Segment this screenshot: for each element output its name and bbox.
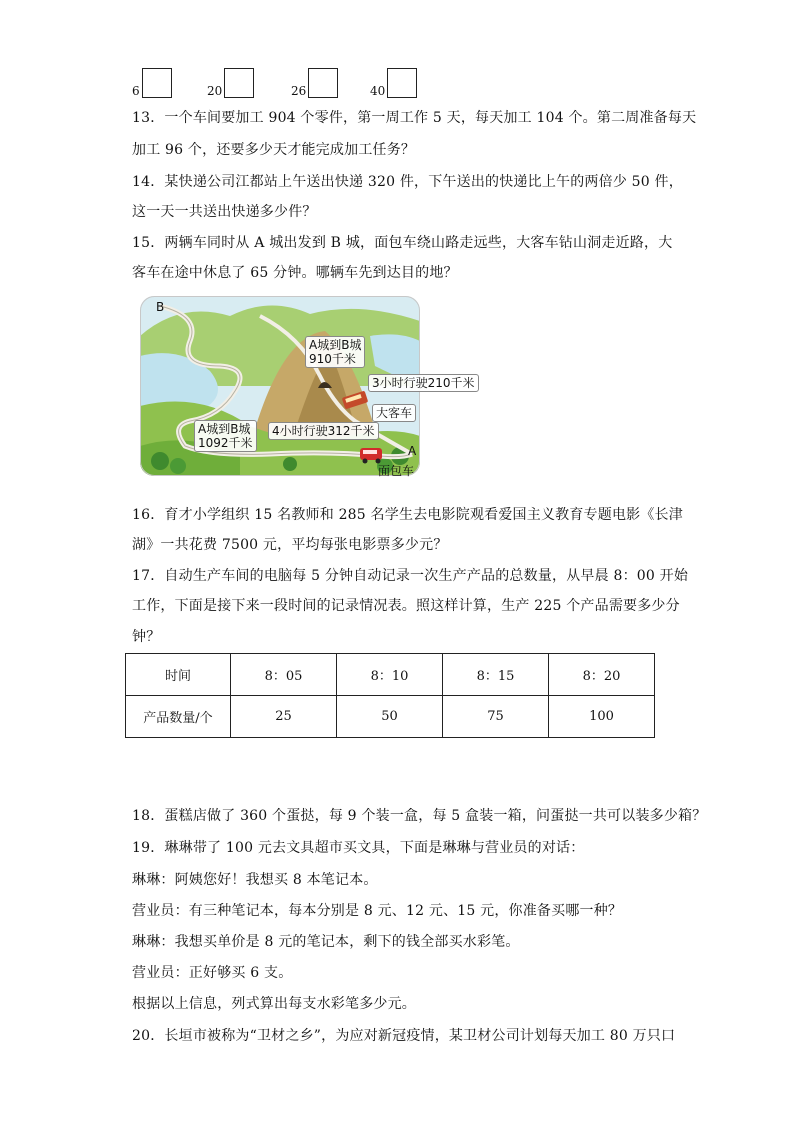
- table-cell: 100: [549, 696, 655, 738]
- problem-14-line: 这一天一共送出快递多少件？: [132, 204, 317, 220]
- box-number: 40: [370, 84, 386, 98]
- box-number: 6: [132, 84, 140, 98]
- answer-box[interactable]: [387, 68, 417, 98]
- box-number: 26: [291, 84, 307, 98]
- table-cell: 75: [443, 696, 549, 738]
- problem-18-line: 18．蛋糕店做了 360 个蛋挞，每 9 个装一盒，每 5 盒装一箱，问蛋挞一共可以装多少箱？: [132, 808, 707, 824]
- table-header-cell: 时间: [126, 654, 231, 696]
- problem-19-line: 营业员：有三种笔记本，每本分别是 8 元、12 元、15 元，你准备买哪一种？: [132, 903, 623, 919]
- bus-route-distance-box: [305, 336, 365, 368]
- answer-box[interactable]: [224, 68, 254, 98]
- problem-19-line: 营业员：正好够买 6 支。: [132, 965, 293, 981]
- answer-box-row: [132, 64, 452, 98]
- answer-box-item: [132, 68, 172, 98]
- answer-box-item: [207, 68, 254, 98]
- answer-box-item: [291, 68, 338, 98]
- answer-box-item: [370, 68, 417, 98]
- problem-16-line: 16．育才小学组织 15 名教师和 285 名学生去电影院观看爱国主义教育专题电影《长津: [132, 507, 683, 523]
- table-header-cell: 8：20: [549, 654, 655, 696]
- bus-name-label: 大客车: [372, 404, 416, 422]
- table-row: [126, 696, 655, 738]
- problem-14-line: 14．某快递公司江都站上午送出快递 320 件，下午送出的快递比上午的两倍少 50 件，: [132, 174, 683, 190]
- table-row: [126, 654, 655, 696]
- table-cell: 产品数量/个: [126, 696, 231, 738]
- city-a-label: A: [408, 444, 417, 458]
- bus-speed-label: 3小时行驶210千米: [368, 374, 479, 392]
- box-number: 20: [207, 84, 223, 98]
- problem-15-line: 客车在途中休息了 65 分钟。哪辆车先到达目的地？: [132, 265, 458, 281]
- problem-19-line: 19．琳琳带了 100 元去文具超市买文具，下面是琳琳与营业员的对话：: [132, 840, 585, 856]
- problem-17-line: 工作，下面是接下来一段时间的记录情况表。照这样计算，生产 225 个产品需要多少分: [132, 598, 680, 614]
- table-header-cell: 8：10: [337, 654, 443, 696]
- table-header-cell: 8：15: [443, 654, 549, 696]
- table-cell: 25: [231, 696, 337, 738]
- problem-19-line: 根据以上信息，列式算出每支水彩笔多少元。: [132, 996, 416, 1012]
- production-record-table: [125, 653, 655, 738]
- problem-20-line: 20．长垣市被称为“卫材之乡”，为应对新冠疫情，某卫材公司计划每天加工 80 万只口: [132, 1028, 676, 1044]
- van-route-distance: 1092千米: [198, 436, 253, 450]
- problem-15-line: 15．两辆车同时从 A 城出发到 B 城，面包车绕山路走远些，大客车钻山洞走近路，大: [132, 235, 673, 251]
- bus-route-title: A城到B城: [309, 338, 362, 352]
- van-route-distance-box: [194, 420, 257, 452]
- van-name-label: 面包车: [378, 464, 415, 478]
- problem-19-line: 琳琳：我想买单价是 8 元的笔记本，剩下的钱全部买水彩笔。: [132, 934, 520, 950]
- van-speed-label: 4小时行驶312千米: [268, 422, 379, 440]
- table-cell: 50: [337, 696, 443, 738]
- problem-19-line: 琳琳：阿姨您好！我想买 8 本笔记本。: [132, 872, 378, 888]
- route-map-illustration: [140, 296, 475, 478]
- problem-13-line: 13．一个车间要加工 904 个零件，第一周工作 5 天，每天加工 104 个。第二周准备每天: [132, 110, 697, 126]
- answer-box[interactable]: [308, 68, 338, 98]
- bus-route-distance: 910千米: [309, 352, 356, 366]
- problem-17-line: 17．自动生产车间的电脑每 5 分钟自动记录一次生产产品的总数量，从早晨 8：00 开始: [132, 568, 689, 584]
- van-route-title: A城到B城: [198, 422, 251, 436]
- answer-box[interactable]: [142, 68, 172, 98]
- problem-16-line: 湖》一共花费 7500 元，平均每张电影票多少元？: [132, 537, 448, 553]
- city-b-label: B: [156, 300, 165, 314]
- table-header-cell: 8：05: [231, 654, 337, 696]
- problem-13-line: 加工 96 个，还要多少天才能完成加工任务？: [132, 142, 416, 158]
- problem-17-line: 钟？: [132, 629, 161, 645]
